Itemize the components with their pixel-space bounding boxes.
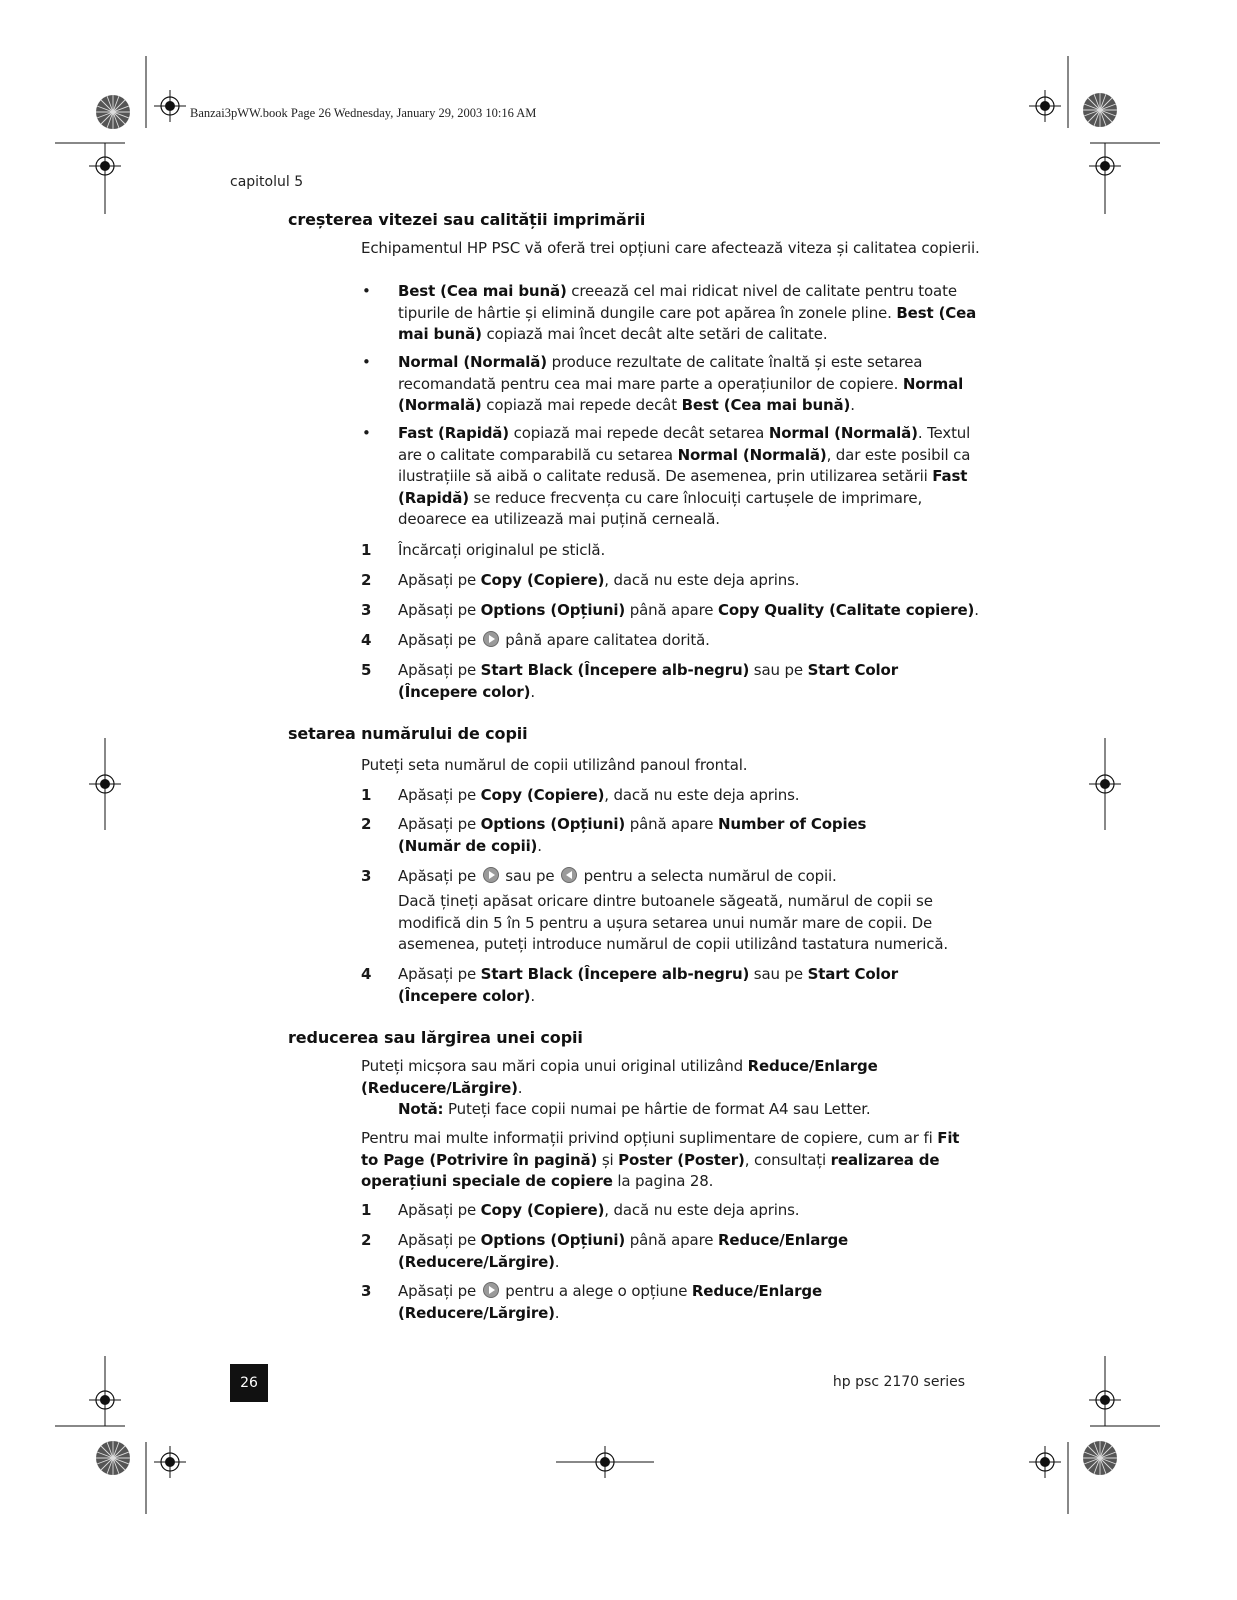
step-number: 4 xyxy=(361,631,372,649)
step-number: 2 xyxy=(361,571,372,589)
step-text: Apăsați pe Copy (Copiere), dacă nu este deja aprins. xyxy=(398,1201,800,1219)
chapter-label: capitolul 5 xyxy=(230,174,304,190)
step-text: Apăsați pe Options (Opțiuni) până apare Reduce/Enlarge (Reducere/Lărgire). xyxy=(398,1231,849,1271)
bullet-fast: Fast (Rapidă) copiază mai repede decât setarea Normal (Normală). Textul are o calitate comparabilă cu setarea Normal (Normală), dar este posibil ca ilustrațiile să aibă o calitate redusă. De asemenea, prin utilizarea setării Fast (Rapidă) se reduce frecvența cu care înlocuiți cartușele de imprimare, deoarece ea utilizează mai puțină cerneală. xyxy=(398,424,971,528)
section-title-speed-quality: creșterea vitezei sau calității imprimării xyxy=(288,210,646,229)
page-number: 26 xyxy=(230,1364,268,1402)
step-text: Apăsați pe până apare calitatea dorită. xyxy=(398,631,710,649)
step-number: 3 xyxy=(361,867,372,885)
step-text: Apăsați pe sau pe pentru a selecta numărul de copii. xyxy=(398,867,837,885)
product-name: hp psc 2170 series xyxy=(832,1374,965,1390)
step-text: Apăsați pe Options (Opțiuni) până apare Copy Quality (Calitate copiere). xyxy=(398,601,979,619)
step-number: 3 xyxy=(361,1282,372,1300)
bullet-marker: • xyxy=(362,282,371,300)
step-text: Apăsați pe pentru a alege o opțiune Reduce/Enlarge (Reducere/Lărgire). xyxy=(398,1282,822,1322)
step-number: 1 xyxy=(361,786,372,804)
step-number: 1 xyxy=(361,1201,372,1219)
step-number: 1 xyxy=(361,541,372,559)
section-title-number-of-copies: setarea numărului de copii xyxy=(288,724,528,743)
right-arrow-button-icon xyxy=(483,1282,499,1298)
section-title-reduce-enlarge: reducerea sau lărgirea unei copii xyxy=(288,1028,583,1047)
step-number: 2 xyxy=(361,1231,372,1249)
step-number: 5 xyxy=(361,661,372,679)
step-number: 4 xyxy=(361,965,372,983)
step-number: 3 xyxy=(361,601,372,619)
section-intro: Echipamentul HP PSC vă oferă trei opțiuni care afectează viteza și calitatea copierii. xyxy=(361,239,980,257)
section-intro: Puteți micșora sau mări copia unui original utilizând Reduce/Enlarge (Reducere/Lărgire). xyxy=(361,1057,878,1097)
step-text: Încărcați originalul pe sticlă. xyxy=(398,541,606,559)
step-text: Apăsați pe Copy (Copiere), dacă nu este deja aprins. xyxy=(398,571,800,589)
step-number: 2 xyxy=(361,815,372,833)
step-text: Apăsați pe Start Black (Începere alb-negru) sau pe Start Color (Începere color). xyxy=(398,661,898,701)
step-text: Apăsați pe Options (Opțiuni) până apare Number of Copies (Număr de copii). xyxy=(398,815,867,855)
note: Notă: Puteți face copii numai pe hârtie de format A4 sau Letter. xyxy=(398,1100,871,1118)
section-intro: Puteți seta numărul de copii utilizând panoul frontal. xyxy=(361,756,748,774)
bullet-normal: Normal (Normală) produce rezultate de calitate înaltă și este setarea recomandată pentru cea mai mare parte a operațiunilor de copiere. Normal (Normală) copiază mai repede decât Best (Cea mai bună). xyxy=(398,353,964,414)
right-arrow-button-icon xyxy=(483,867,499,883)
step-text: Apăsați pe Start Black (Începere alb-negru) sau pe Start Color (Începere color). xyxy=(398,965,898,1005)
bullet-marker: • xyxy=(362,353,371,371)
bullet-best: Best (Cea mai bună) creează cel mai ridicat nivel de calitate pentru toate tipurile de hârtie și elimină dungile care pot apărea în zonele pline. Best (Cea mai bună) copiază mai încet decât alte setări de calitate. xyxy=(398,282,977,343)
more-info-paragraph: Pentru mai multe informații privind opțiuni suplimentare de copiere, cum ar fi Fit to Page (Potrivire în pagină) și Poster (Poster), consultați realizarea de operațiuni speciale de copiere la pagina 28. xyxy=(361,1129,960,1190)
step-text: Apăsați pe Copy (Copiere), dacă nu este deja aprins. xyxy=(398,786,800,804)
left-arrow-button-icon xyxy=(561,867,577,883)
step-note: Dacă țineți apăsat oricare dintre butoanele săgeată, numărul de copii se modifică din 5 în 5 pentru a ușura setarea unui număr mare de copii. De asemenea, puteți introduce numărul de copii utilizând tastatura numerică. xyxy=(398,892,949,953)
bullet-marker: • xyxy=(362,424,371,442)
right-arrow-button-icon xyxy=(483,631,499,647)
book-metadata-line: Banzai3pWW.book Page 26 Wednesday, January 29, 2003 10:16 AM xyxy=(190,106,537,120)
